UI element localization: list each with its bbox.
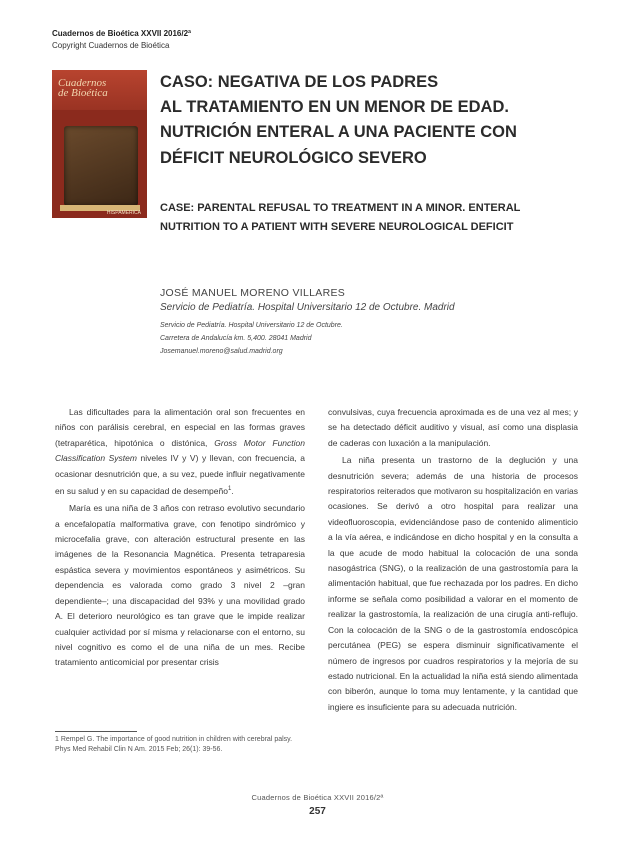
italic-run: Gross Motor Function Classification System xyxy=(55,437,305,464)
cover-book-illustration xyxy=(64,126,138,206)
paragraph: convulsivas, cuya frecuencia aproximada es de una vez al mes; y se ha detectado déficit auditivo y visual, así como una displasia de caderas con luxación a la manipulación. xyxy=(328,407,578,448)
author-affiliation: Servicio de Pediatría. Hospital Universitario 12 de Octubre. Madrid xyxy=(160,302,455,313)
cover-imprint: HISPAMERICA xyxy=(106,210,141,216)
text-run: . xyxy=(231,485,234,496)
paragraph: María es una niña de 3 años con retraso evolutivo secundario a encefalopatía malformativa grave, con fenotipo sindrómico y microcefalia grave, con alteración estructural presente en las imágenes de la Resonancia Magnética. Presenta tetraparesia espástica severa y movimientos espontáneos y asimétricos. Su dependencia es valorada como grado 3 nivel 2 –gran dependiente–; una discapacidad del 93% y una movilidad grado A. El deterioro neurológico es tan grave que le impide realizar cualquier actividad por sí misma y relacionarse con el entorno, su nivel cognitivo es como el de una niña de un mes. Recibe tratamiento anticomicial por presentar crisis xyxy=(55,503,305,668)
journal-cover-image xyxy=(52,70,147,218)
article-title-en xyxy=(160,199,590,237)
running-header-copyright: Copyright Cuadernos de Bioética xyxy=(52,41,170,50)
footnote-ref[interactable]: 1 xyxy=(227,486,232,493)
contact-address: Carretera de Andalucía km. 5,400. 28041 Madrid xyxy=(160,335,312,342)
title-es-line: DÉFICIT NEUROLÓGICO SEVERO xyxy=(160,148,427,167)
cover-logo-line1: Cuadernos xyxy=(58,77,107,89)
title-es-line: CASO: NEGATIVA DE LOS PADRES xyxy=(160,73,439,91)
article-title-es xyxy=(160,70,580,171)
contact-department: Servicio de Pediatría. Hospital Universitario 12 de Octubre. xyxy=(160,322,343,329)
footnote-divider xyxy=(55,731,137,732)
contact-email[interactable]: Josemanuel.moreno@salud.madrid.org xyxy=(160,348,283,355)
page-number: 257 xyxy=(309,806,326,817)
title-es-line: AL TRATAMIENTO EN UN MENOR DE EDAD. xyxy=(160,98,509,117)
running-header-journal: Cuadernos de Bioética XXVII 2016/2ª xyxy=(52,29,192,38)
paragraph: La niña presenta un trastorno de la deglución y una desnutrición severa; además de una historia de procesos respiratorios reiterados que motivaron su hospitalización en varias ocasiones. Se derivó a otro hospital para realizar una videofluoroscopia, evidenciándose paso de contenido alimenticio a la vía aérea, e indicándose en dicho hospital y en la consulta a la que acude de modo habitual la colocación de una sonda nasogástrica (SNG), o la realización de una gastrostomía para la alimentación habitual, que fue rechazada por los padres. En dicho informe se señala como posibilidad a valorar en el momento de realizar la gastrostomía, la realización de una cirugía anti-reflujo. Con la colocación de la SNG o de la gastrostomía endoscópica percutánea (PEG) se espera disminuir significativamente el número de ingresos por cuadros respiratorios y la mejoría de su estado nutricional. En la actualidad la niña está siendo alimentada con biberón, aunque lo toma muy lentamente, y la cantidad que ingiere es insuficiente para su adecuada nutrición. xyxy=(328,455,578,712)
title-en-line: NUTRITION TO A PATIENT WITH SEVERE NEUROLOGICAL DEFICIT xyxy=(160,221,514,233)
author-name: JOSÉ MANUEL MORENO VILLARES xyxy=(160,287,346,299)
body-column-right xyxy=(328,405,578,717)
body-column-left xyxy=(55,405,305,673)
paragraph xyxy=(55,405,305,499)
title-es-line: NUTRICIÓN ENTERAL A UNA PACIENTE CON xyxy=(160,123,517,142)
author-contact xyxy=(160,319,343,358)
text-run: niveles IV y V) y llevan, con frecuencia, a ocasionar desnutrición que, a su vez, puede influir negativamente en su salud y en su capacidad de desempeño xyxy=(55,453,305,496)
cover-logo-line2: de Bioética xyxy=(58,87,108,99)
footer-journal: Cuadernos de Bioética XXVII 2016/2ª xyxy=(251,793,384,802)
footnote: 1 Rempel G. The importance of good nutrition in children with cerebral palsy. Phys Med Rehabil Clin N Am. 2015 Feb; 26(1): 39-56. xyxy=(55,736,293,753)
cover-logo xyxy=(58,78,108,98)
title-en-line: CASE: PARENTAL REFUSAL TO TREATMENT IN A MINOR. ENTERAL xyxy=(160,202,521,214)
text-run: Las dificultades para la alimentación oral son frecuentes en niños con parálisis cerebral, en especial en las formas graves (tetraparética, hipotónica o distónica, xyxy=(55,407,305,448)
